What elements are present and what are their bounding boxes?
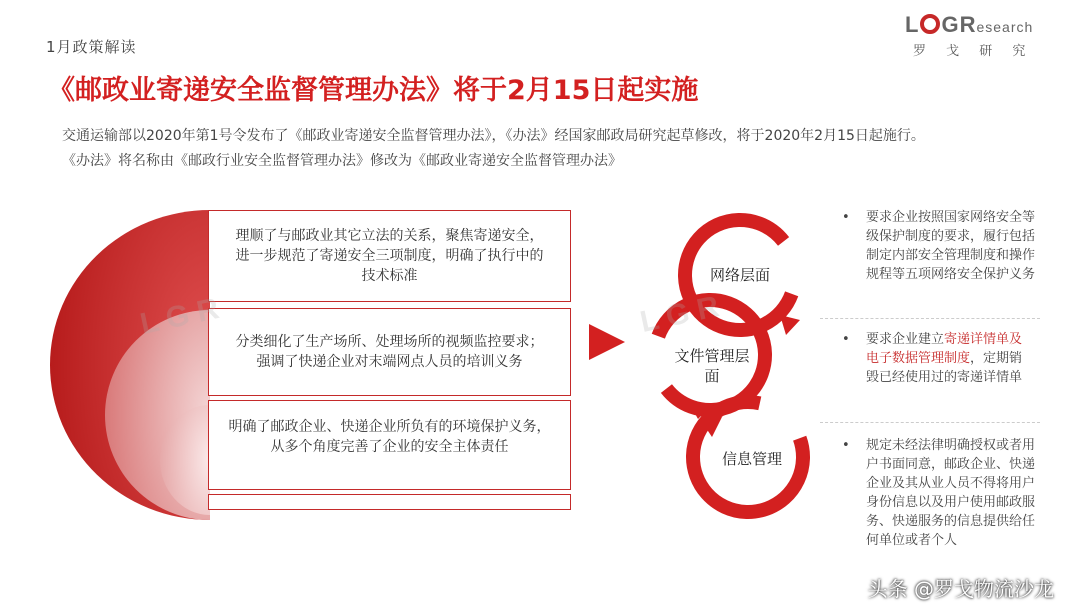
- bullet-network: • 要求企业按照国家网络安全等级保护制度的要求，履行包括制定内部安全管理制度和操作规程等五项网络安全保护义务: [842, 210, 1036, 282]
- divider: [820, 318, 1040, 319]
- logo: [905, 12, 1055, 62]
- watermark-logo: L G R: [137, 292, 222, 341]
- watermark-logo: L G R: [637, 290, 722, 339]
- row-2-line-1: 分类细化了生产场所、处理场所的视频监控要求；: [235, 334, 544, 350]
- row-1: [208, 210, 571, 302]
- circle-label-network: 网络层面: [709, 266, 770, 284]
- logo-subtitle: 罗 戈 研 究: [913, 44, 1034, 59]
- bullet-dot-icon: •: [842, 438, 850, 453]
- row-3-line-1: 明确了邮政企业、快递企业所负有的环境保护义务，: [228, 419, 551, 435]
- logo-research-text: esearch: [976, 19, 1034, 35]
- row-3: [208, 400, 571, 490]
- circle-label-information: 信息管理: [721, 450, 782, 468]
- row-1-line-2: 进一步规范了寄递安全三项制度，明确了执行中的: [235, 248, 544, 264]
- divider: [820, 422, 1040, 423]
- intro-line-1: 交通运输部以2020年第1号令发布了《邮政业寄递安全监督管理办法》，《办法》经国家邮政局研究起草修改，将于2020年2月15日起施行。: [62, 128, 925, 144]
- row-4: [208, 494, 571, 510]
- logo-letter-g: G: [941, 12, 960, 37]
- row-1-line-3: 技术标准: [361, 268, 418, 284]
- logo-letter-r: R: [959, 12, 977, 37]
- intro-line-2: 《办法》将名称由《邮政行业安全监督管理办法》修改为《邮政业寄递安全监督管理办法》: [62, 153, 622, 169]
- bullet-file-management: • 要求企业建立寄递详情单及电子数据管理制度，定期销毁已经使用过的寄递详情单: [842, 332, 1023, 385]
- row-2: [208, 308, 571, 396]
- right-arrow-icon: [587, 322, 627, 362]
- footer-credit: 头条 @罗戈物流沙龙: [867, 577, 1054, 601]
- bullet-information: • 规定未经法律明确授权或者用户书面同意，邮政企业、快递企业及其从业人员不得将用户身份信息以及用户使用邮政服务、快递服务的信息提供给任何单位或者个人: [842, 438, 1036, 548]
- row-2-line-2: 强调了快递企业对末端网点人员的培训义务: [256, 354, 523, 370]
- page-title: 《邮政业寄递安全监督管理办法》将于2月15日起实施: [48, 75, 699, 106]
- logo-letter-l: L: [905, 12, 920, 37]
- bullet-dot-icon: •: [842, 332, 850, 347]
- highlight-text: 寄递详情单及电子数据管理制度: [866, 332, 1023, 366]
- section-label: 1月政策解读: [46, 38, 137, 56]
- circle-label-file-management: 文件管理层 面: [674, 347, 750, 385]
- nested-semicircle-graphic: [0, 205, 215, 525]
- bullet-dot-icon: •: [842, 210, 850, 225]
- row-1-line-1: 理顺了与邮政业其它立法的关系，聚焦寄递安全，: [235, 228, 544, 244]
- logo-o-icon: [920, 14, 940, 34]
- row-3-line-2: 从多个角度完善了企业的安全主体责任: [270, 439, 509, 455]
- intro-text: [62, 124, 1052, 174]
